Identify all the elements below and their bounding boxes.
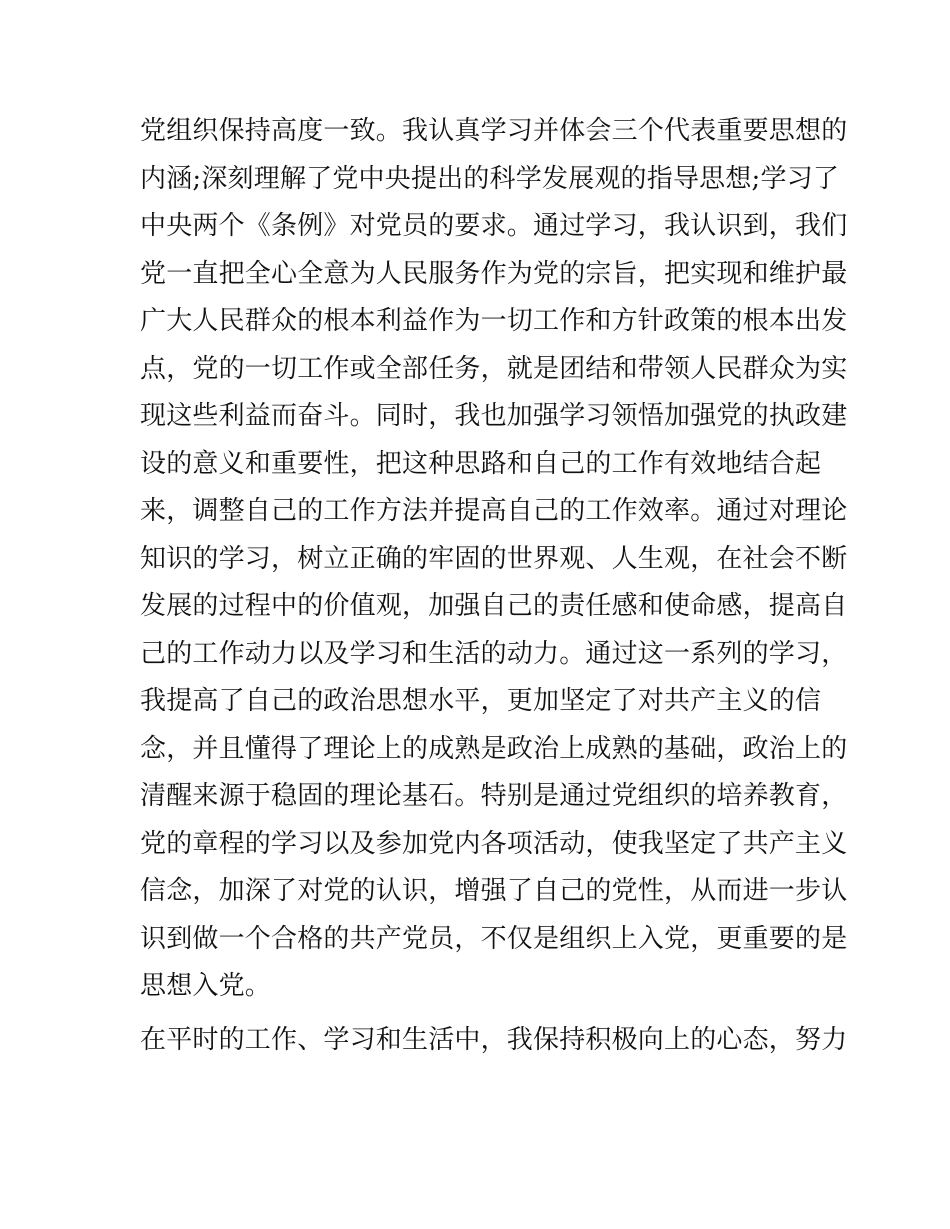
text-line: 中央两个《条例》对党员的要求。通过学习，我认识到，我们 bbox=[140, 211, 848, 241]
text-line: 发展的过程中的价值观，加强自己的责任感和使命感，提高自 bbox=[140, 591, 848, 621]
paragraph-1 bbox=[140, 108, 848, 1011]
paragraph-2 bbox=[140, 1017, 848, 1065]
text-line: 来，调整自己的工作方法并提高自己的工作效率。通过对理论 bbox=[140, 496, 848, 526]
text-line: 现这些利益而奋斗。同时，我也加强学习领悟加强党的执政建 bbox=[140, 401, 848, 431]
text-line: 在平时的工作、学习和生活中，我保持积极向上的心态，努力 bbox=[140, 1024, 848, 1055]
text-line: 党一直把全心全意为人民服务作为党的宗旨，把实现和维护最 bbox=[140, 258, 848, 289]
text-line: 清醒来源于稳固的理论基石。特别是通过党组织的培养教育， bbox=[140, 781, 848, 811]
text-line: 思想入党。 bbox=[140, 971, 272, 1001]
text-line: 信念，加深了对党的认识，增强了自己的党性，从而进一步认 bbox=[140, 876, 848, 906]
text-line: 知识的学习，树立正确的牢固的世界观、人生观，在社会不断 bbox=[140, 543, 848, 574]
text-line: 我提高了自己的政治思想水平，更加坚定了对共产主义的信 bbox=[140, 686, 822, 716]
text-line: 广大人民群众的根本利益作为一切工作和方针政策的根本出发 bbox=[140, 306, 848, 336]
text-line: 党的章程的学习以及参加党内各项活动，使我坚定了共产主义 bbox=[140, 828, 848, 859]
text-line: 党组织保持高度一致。我认真学习并体会三个代表重要思想的 bbox=[140, 116, 848, 146]
text-line: 设的意义和重要性，把这种思路和自己的工作有效地结合起 bbox=[140, 448, 822, 479]
document-body bbox=[140, 108, 848, 1064]
text-line: 念，并且懂得了理论上的成熟是政治上成熟的基础，政治上的 bbox=[140, 733, 848, 764]
text-line: 点，党的一切工作或全部任务，就是团结和带领人民群众为实 bbox=[140, 353, 848, 384]
text-line: 己的工作动力以及学习和生活的动力。通过这一系列的学习， bbox=[140, 638, 848, 669]
text-line: 识到做一个合格的共产党员，不仅是组织上入党，更重要的是 bbox=[140, 923, 848, 954]
text-line: 内涵;深刻理解了党中央提出的科学发展观的指导思想;学习了 bbox=[140, 163, 840, 194]
